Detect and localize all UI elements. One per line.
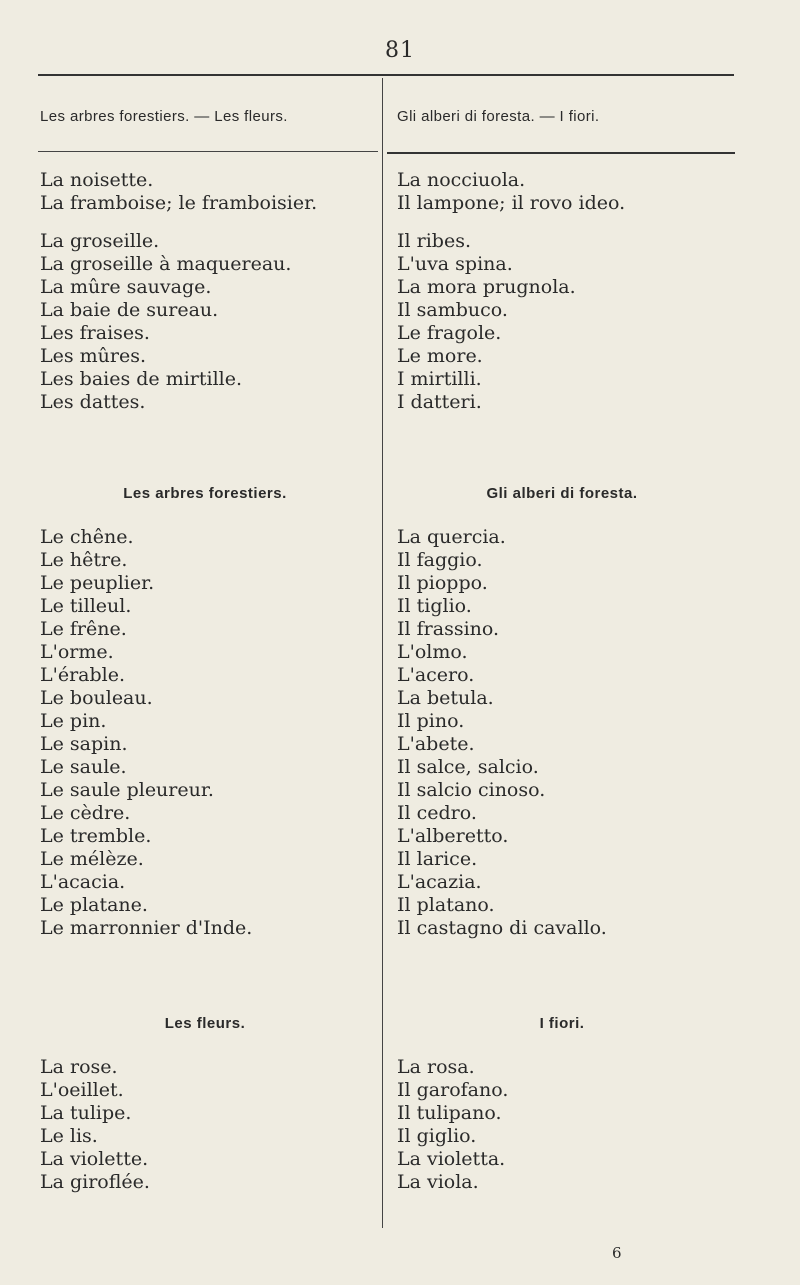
list-item: Il lampone; il rovo ideo. — [397, 192, 626, 214]
list-item: La betula. — [397, 687, 494, 709]
group1-french — [40, 169, 317, 414]
top-rule — [38, 74, 734, 76]
list-item: Le tremble. — [40, 825, 152, 847]
section-title-flowers-fr: Les fleurs. — [164, 1015, 246, 1032]
list-item: La framboise; le framboisier. — [40, 192, 318, 214]
list-item: L'olmo. — [397, 641, 468, 663]
trees-french — [40, 526, 252, 940]
list-item: L'acacia. — [40, 871, 126, 893]
list-item: L'uva spina. — [397, 253, 513, 275]
list-item: La noisette. — [40, 169, 154, 191]
list-item: Il sambuco. — [397, 299, 508, 321]
list-item: La nocciuola. — [397, 169, 526, 191]
list-item: L'acero. — [397, 664, 475, 686]
list-item: L'érable. — [40, 664, 126, 686]
page-number: 81 — [385, 38, 415, 63]
list-item: Le cèdre. — [40, 802, 131, 824]
list-item: I datteri. — [397, 391, 482, 413]
list-item: L'abete. — [397, 733, 475, 755]
list-item: Le peuplier. — [40, 572, 155, 594]
list-item: La groseille à maquereau. — [40, 253, 292, 275]
list-item: Le frêne. — [40, 618, 127, 640]
list-item: La rosa. — [397, 1056, 475, 1078]
list-item: Le pin. — [40, 710, 107, 732]
list-item: La mûre sauvage. — [40, 276, 212, 298]
list-item: Le bouleau. — [40, 687, 153, 709]
list-item: Il pino. — [397, 710, 465, 732]
list-item: Le sapin. — [40, 733, 128, 755]
header-french: Les arbres forestiers. — Les fleurs. — [40, 108, 288, 125]
list-item: L'acazia. — [397, 871, 482, 893]
list-item: Le fragole. — [397, 322, 502, 344]
list-item: Il faggio. — [397, 549, 483, 571]
flowers-french — [40, 1056, 150, 1194]
list-item: Les fraises. — [40, 322, 150, 344]
list-item: Le chêne. — [40, 526, 134, 548]
list-item: La viola. — [397, 1171, 479, 1193]
list-item: La tulipe. — [40, 1102, 132, 1124]
list-item: La quercia. — [397, 526, 506, 548]
list-item: Il garofano. — [397, 1079, 509, 1101]
section-title-trees-it: Gli alberi di foresta. — [486, 485, 638, 502]
header-italian: Gli alberi di foresta. — I fiori. — [397, 108, 600, 125]
list-item: Il frassino. — [397, 618, 500, 640]
trees-italian — [397, 526, 607, 940]
list-item: Le hêtre. — [40, 549, 128, 571]
list-item: Il ribes. — [397, 230, 471, 252]
list-item: La rose. — [40, 1056, 118, 1078]
list-item: Il giglio. — [397, 1125, 477, 1147]
list-item: La groseille. — [40, 230, 160, 252]
group1-italian — [397, 169, 625, 414]
list-item: L'orme. — [40, 641, 114, 663]
list-item: Les baies de mirtille. — [40, 368, 243, 390]
list-item: Il tulipano. — [397, 1102, 502, 1124]
list-item: Il cedro. — [397, 802, 477, 824]
list-item: Il salce, salcio. — [397, 756, 539, 778]
list-item: La baie de sureau. — [40, 299, 219, 321]
list-item: La violette. — [40, 1148, 149, 1170]
list-item: Le more. — [397, 345, 483, 367]
list-item: L'oeillet. — [40, 1079, 124, 1101]
list-item: Il pioppo. — [397, 572, 488, 594]
header-rule-left — [38, 151, 378, 152]
list-item: Le saule pleureur. — [40, 779, 214, 801]
list-item: I mirtilli. — [397, 368, 482, 390]
list-item: L'alberetto. — [397, 825, 509, 847]
list-item: Le platane. — [40, 894, 148, 916]
section-title-trees-fr: Les arbres forestiers. — [123, 485, 287, 502]
column-divider — [382, 78, 383, 1228]
list-item: Il platano. — [397, 894, 495, 916]
list-item: Le lis. — [40, 1125, 98, 1147]
list-item: Le marronnier d'Inde. — [40, 917, 253, 939]
list-item: La giroflée. — [40, 1171, 150, 1193]
list-item: La violetta. — [397, 1148, 506, 1170]
list-item: Il tiglio. — [397, 595, 472, 617]
list-item: Le saule. — [40, 756, 127, 778]
list-item: Le mélèze. — [40, 848, 144, 870]
signature-mark: 6 — [612, 1244, 622, 1262]
list-item: Le tilleul. — [40, 595, 132, 617]
list-item: Il larice. — [397, 848, 478, 870]
list-item: Les mûres. — [40, 345, 147, 367]
list-item: Il salcio cinoso. — [397, 779, 546, 801]
list-item: La mora prugnola. — [397, 276, 576, 298]
list-item: Les dattes. — [40, 391, 146, 413]
section-title-flowers-it: I fiori. — [539, 1015, 585, 1032]
list-item: Il castagno di cavallo. — [397, 917, 607, 939]
header-rule-right — [387, 152, 735, 154]
flowers-italian — [397, 1056, 508, 1194]
